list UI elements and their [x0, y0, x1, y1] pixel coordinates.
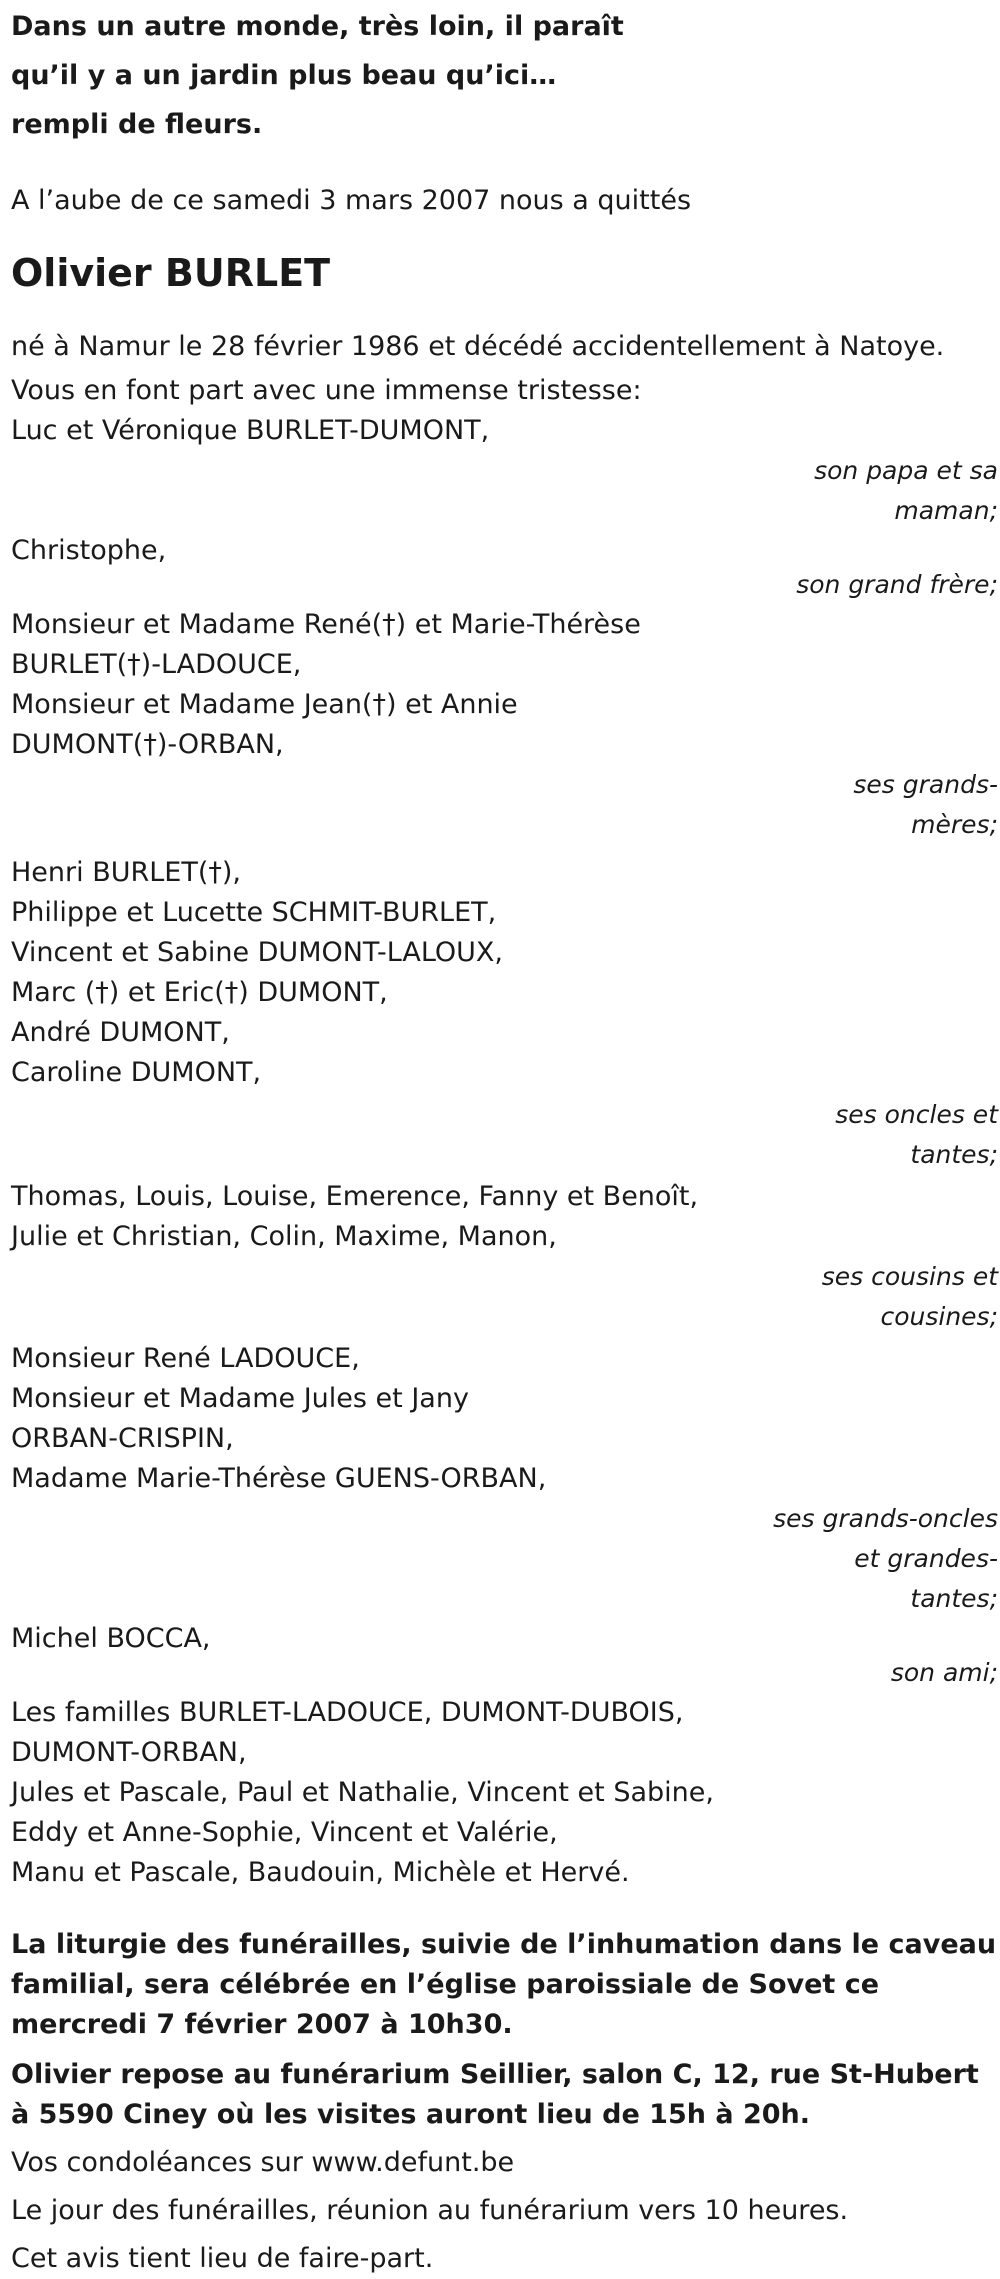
grandparents-line: Monsieur et Madame René(†) et Marie-Thérèse: [11, 609, 641, 640]
uncles-line: Caroline DUMONT,: [11, 1057, 262, 1088]
grandparents-line: DUMONT(†)-ORBAN,: [11, 729, 284, 760]
great-uncles-relation: ses grands-oncles et grandes-tantes;: [773, 1504, 998, 1613]
friend-relation: son ami;: [890, 1658, 998, 1687]
families-line: Les familles BURLET-LADOUCE, DUMONT-DUBOIS,: [11, 1697, 684, 1728]
great-uncles-group: [11, 1339, 998, 1619]
obituary-notice: [11, 0, 998, 2279]
grandparents-line: Monsieur et Madame Jean(†) et Annie: [11, 689, 518, 720]
funeral-info: [11, 1925, 997, 2279]
brother-names: Christophe,: [11, 535, 167, 566]
friend-names: Michel BOCCA,: [11, 1623, 211, 1654]
great-uncles-line: Monsieur et Madame Jules et Jany: [11, 1383, 469, 1414]
uncles-line: Vincent et Sabine DUMONT-LALOUX,: [11, 937, 503, 968]
deceased-name: Olivier BURLET: [11, 251, 331, 295]
grandparents-group: [11, 605, 998, 845]
uncles-relation: ses oncles et tantes;: [835, 1100, 998, 1169]
announce-text: Vous en font part avec une immense tristesse:: [11, 375, 642, 406]
notice-text: Cet avis tient lieu de faire-part.: [11, 2243, 434, 2274]
uncles-line: Henri BURLET(†),: [11, 857, 242, 888]
condolences-text: Vos condoléances sur www.defunt.be: [11, 2147, 515, 2178]
uncles-group: [11, 853, 998, 1175]
families-line: Manu et Pascale, Baudouin, Michèle et Hervé.: [11, 1857, 630, 1888]
cousins-relation: ses cousins et cousines;: [821, 1262, 998, 1331]
cousins-group: [11, 1177, 998, 1337]
cousins-line: Thomas, Louis, Louise, Emerence, Fanny et Benoît,: [11, 1181, 699, 1212]
liturgy-text: La liturgie des funérailles, suivie de l’inhumation dans le caveau familial, sera célébrée en l’église paroissiale de Sovet ce mercredi 7 février 2007 à 10h30.: [11, 1929, 997, 2040]
parents-names: Luc et Véronique BURLET-DUMONT,: [11, 415, 490, 446]
parents-relation: son papa et sa maman;: [814, 456, 998, 525]
uncles-line: Philippe et Lucette SCHMIT-BURLET,: [11, 897, 497, 928]
death-announcement: A l’aube de ce samedi 3 mars 2007 nous a quittés: [11, 185, 692, 216]
rest-text: Olivier repose au funérarium Seillier, salon C, 12, rue St-Hubert à 5590 Ciney où les visites auront lieu de 15h à 20h.: [11, 2059, 979, 2130]
intro-poem: [11, 0, 989, 149]
intro-line-2: qu’il y a un jardin plus beau qu’ici…: [11, 60, 557, 91]
intro-line-3: rempli de fleurs.: [11, 109, 263, 140]
great-uncles-line: Madame Marie-Thérèse GUENS-ORBAN,: [11, 1463, 547, 1494]
intro-line-1: Dans un autre monde, très loin, il paraît: [11, 11, 624, 42]
uncles-line: Marc (†) et Eric(†) DUMONT,: [11, 977, 388, 1008]
brother-relation: son grand frère;: [796, 570, 998, 599]
families-group: [11, 1693, 989, 1893]
meeting-text: Le jour des funérailles, réunion au funérarium vers 10 heures.: [11, 2195, 849, 2226]
families-line: Jules et Pascale, Paul et Nathalie, Vincent et Sabine,: [11, 1777, 714, 1808]
families-line: Eddy et Anne-Sophie, Vincent et Valérie,: [11, 1817, 558, 1848]
cousins-line: Julie et Christian, Colin, Maxime, Manon,: [11, 1221, 557, 1252]
great-uncles-line: ORBAN-CRISPIN,: [11, 1423, 234, 1454]
grandparents-relation: ses grands-mères;: [853, 770, 998, 839]
uncles-line: André DUMONT,: [11, 1017, 230, 1048]
birth-death-info: né à Namur le 28 février 1986 et décédé accidentellement à Natoye.: [11, 331, 945, 362]
grandparents-line: BURLET(†)-LADOUCE,: [11, 649, 302, 680]
great-uncles-line: Monsieur René LADOUCE,: [11, 1343, 360, 1374]
families-line: DUMONT-ORBAN,: [11, 1737, 247, 1768]
